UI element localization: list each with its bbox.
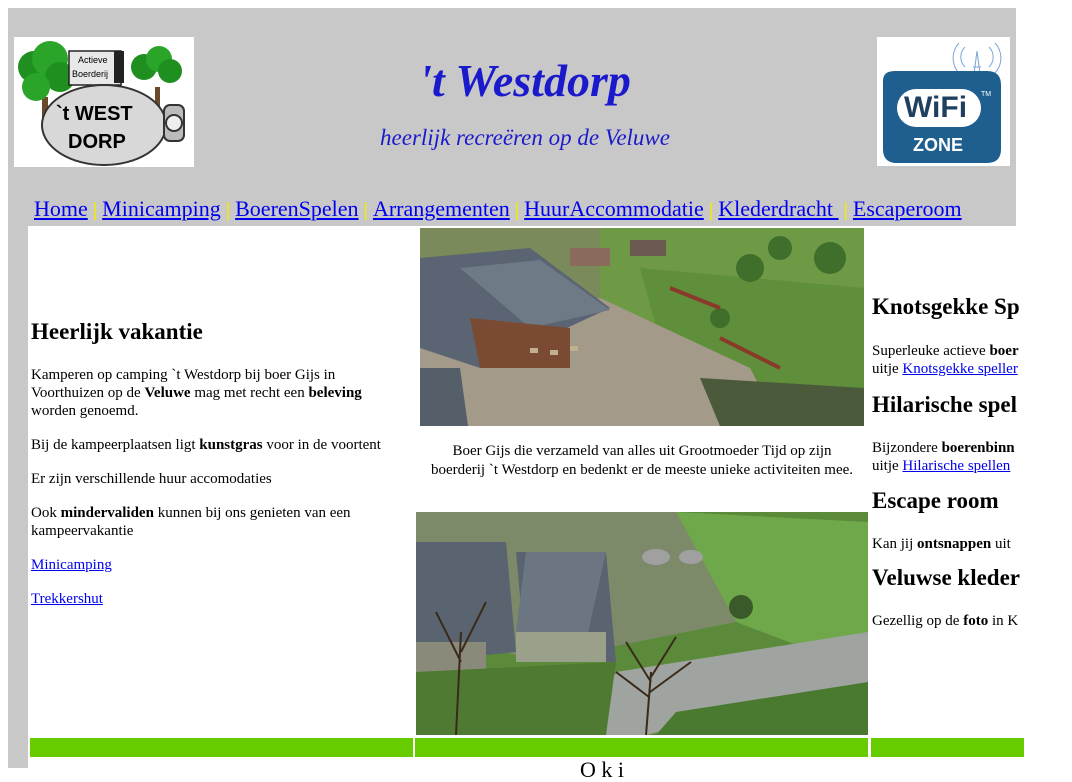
site-subtitle: heerlijk recreëren op de Veluwe — [380, 125, 670, 150]
minicamping-link[interactable]: Minicamping — [31, 557, 112, 573]
footer-bar-middle — [415, 738, 868, 757]
farm-meadow-photo[interactable] — [416, 512, 868, 735]
nav-boerenspelen[interactable]: BoerenSpelen — [235, 196, 359, 221]
hilarious-games-link[interactable]: Hilarische spellen — [902, 458, 1011, 474]
nav-separator: | — [225, 199, 231, 221]
logo-name-line2: DORP — [68, 131, 126, 153]
nav-home[interactable]: Home — [34, 196, 88, 221]
westdorp-logo[interactable] — [14, 37, 194, 167]
content-area: Heerlijk vakantie Kamperen op camping `t Westdorp bij boer Gijs in Voorthuizen op de Veluwe mag met recht een beleving worden genoemd. Bij de kampeerplaatsen ligt kunstgras voor in de voortent Er zijn verschillende huur accomodaties Ook mindervaliden kunnen bij ons genieten van een kampeervakantie Minicamping Trekkershut Boer Gijs die verzameld van alles uit Grootmoeder Tijd op zijn boerderij `t Westdorp en bedenkt er de meeste unieke activiteiten mee. Knotsgekke Sp Superleuke actieve boer uitje Knotsgekke speller Hilarische spel Bijzondere boerenbinn uitje Hilarische spellen Escape room Kan jij ontsnappen uit Veluwse kleder Gezellig op de foto in K O k i — [28, 226, 1024, 768]
hilarious-games-text: Bijzondere boerenbinn — [872, 440, 1015, 456]
farm-caption: Boer Gijs die verzameld van alles uit Grootmoeder Tijd op zijn boerderij `t Westdorp en bedenkt er de meeste unieke activiteiten mee. — [430, 443, 854, 478]
vacation-heading: Heerlijk vakantie — [31, 319, 203, 344]
hilarious-games-heading: Hilarische spel — [872, 392, 1018, 417]
footer-partial-heading: O k i — [580, 757, 624, 782]
nav-huuraccommodatie[interactable]: HuurAccommodatie — [524, 196, 704, 221]
escape-room-text: Kan jij ontsnappen uit — [872, 536, 1011, 552]
wifi-zone-label: ZONE — [913, 135, 964, 155]
nav-arrangementen[interactable]: Arrangementen — [372, 196, 510, 221]
nav-separator: | — [843, 199, 848, 221]
costume-text: Gezellig op de foto in K — [872, 613, 1019, 629]
accessibility-paragraph: Ook mindervaliden kunnen bij ons genieten van een kampeervakantie — [31, 505, 351, 539]
site-title: 't Westdorp — [419, 55, 631, 106]
footer-bar-left — [30, 738, 413, 757]
nav-separator: | — [92, 199, 98, 221]
footer-bar-right — [871, 738, 1024, 757]
costume-heading: Veluwse kleder — [872, 565, 1021, 590]
wifi-tm: TM — [981, 91, 992, 98]
crazy-games-text: Superleuke actieve boer — [872, 343, 1019, 359]
intro-paragraph: Kamperen op camping `t Westdorp bij boer Gijs in Voorthuizen op de Veluwe mag met recht een beleving worden genoemd. — [31, 367, 362, 419]
logo-sign-line1: Actieve — [78, 55, 108, 65]
artificial-grass-paragraph: Bij de kampeerplaatsen ligt kunstgras voor in de voortent — [31, 437, 381, 453]
wifi-word: WiFi — [904, 91, 968, 124]
nav-separator: | — [514, 199, 520, 221]
escape-room-heading: Escape room — [872, 488, 999, 513]
logo-name-line1: `t WEST — [56, 103, 133, 125]
nav-minicamping[interactable]: Minicamping — [102, 196, 221, 221]
nav-separator: | — [363, 199, 368, 221]
wifi-zone-icon — [877, 37, 1010, 166]
nav-klederdracht[interactable]: Klederdracht — [718, 196, 839, 221]
rentals-paragraph: Er zijn verschillende huur accomodaties — [31, 471, 272, 487]
farm-aerial-photo[interactable] — [420, 228, 864, 426]
nav-escaperoom[interactable]: Escaperoom — [852, 196, 962, 221]
logo-sign-line2: Boerderij — [72, 69, 109, 79]
main-nav — [34, 195, 1014, 225]
crazy-games-link[interactable]: Knotsgekke speller — [902, 361, 1018, 377]
trekkershut-link[interactable]: Trekkershut — [31, 591, 103, 607]
crazy-games-heading: Knotsgekke Sp — [872, 294, 1020, 319]
nav-separator: | — [708, 199, 714, 221]
